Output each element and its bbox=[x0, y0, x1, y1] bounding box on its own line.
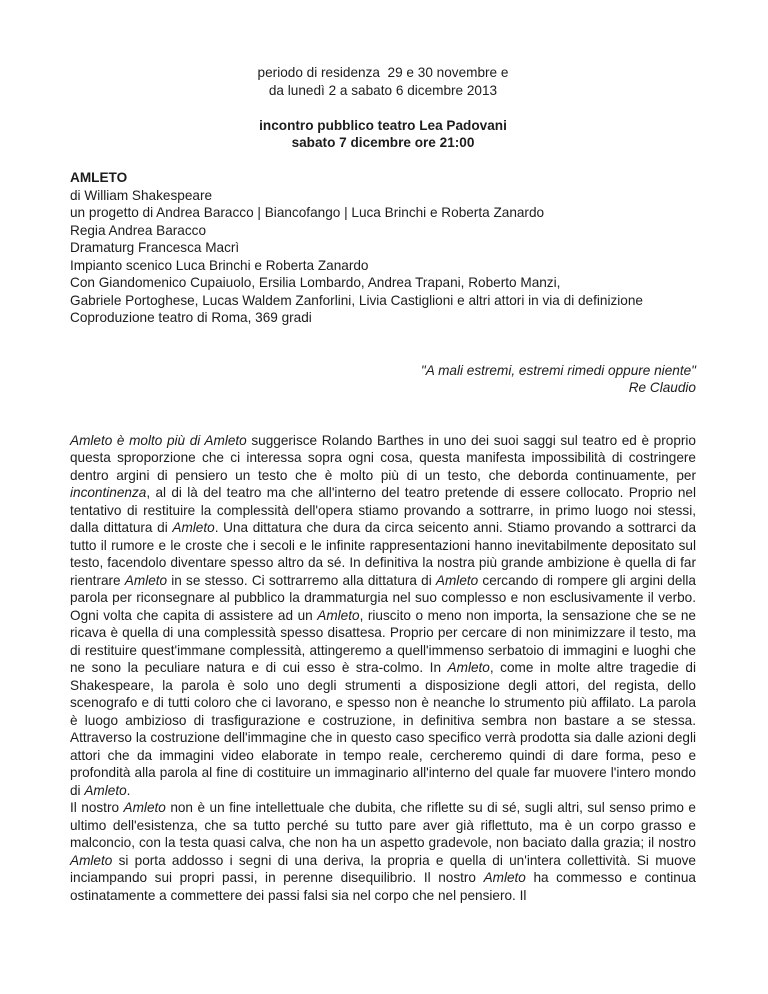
body-paragraph-1: Amleto è molto più di Amleto suggerisce Rolando Barthes in uno dei suoi saggi sul teatro ed è proprio questa sproporzione che ci interessa sopra ogni cosa, questa manifesta impossibilità di costringere dentro argini di pensiero un testo che è molto più di un testo, che deborda continuamente, per incontinenza, al di là del teatro ma che all'interno del teatro pretende di essere collocato. Proprio nel tentativo di restituire la complessità dell'opera stiamo provando a sottrarre, in primo luogo noi stessi, dalla dittatura di Amleto. Una dittatura che dura da circa seicento anni. Stiamo provando a sottrarci da tutto il rumore e le croste che i secoli e le infinite rappresentazioni hanno inevitabilmente depositato sul testo, facendolo diventare spesso altro da sé. In definitiva la nostra più grande ambizione è quella di far rientrare Amleto in se stesso. Ci sottrarremo alla dittatura di Amleto cercando di rompere gli argini della parola per riconsegnare al pubblico la drammaturgia nel suo complesso e non esclusivamente il verbo. Ogni volta che capita di assistere ad un Amleto, riuscito o meno non importa, la sensazione che se ne ricava è quella di una complessità spesso disattesa. Proprio per cercare di non minimizzare il testo, ma di restituire quest'immane complessità, attingeremo a quell'immenso serbatoio di immagini e luoghi che ne sono la peculiare natura e di cui esso è stra-colmo. In Amleto, come in molte altre tragedie di Shakespeare, la parola è solo uno degli strumenti a disposizione degli attori, del regista, dello scenografo e di tutti coloro che ci lavorano, e spesso non è neanche lo strumento più affilato. La parola è luogo ambizioso di trasfigurazione e costruzione, in definitiva sembra non bastare a se stessa. Attraverso la costruzione dell'immagine che in questo caso specifico verrà prodotta sia dalle azioni degli attori che da immagini video elaborate in tempo reale, cercheremo quindi di dare forma, peso e profondità alla parola al fine di costituire un immaginario all'interno del quale far muovere l'intero mondo di Amleto. bbox=[70, 432, 697, 798]
body-paragraph-2: Il nostro Amleto non è un fine intellettuale che dubita, che riflette su di sé, sugli altri, sul senso primo e ultimo dell'esistenza, che sa tutto perché su tutto pare aver già riflettuto, ma è un corpo grasso e malconcio, con la testa quasi calva, che non ha un aspetto gradevole, non baciato dalla grazia; il nostro Amleto si porta addosso i segni di una deriva, la propria e quella di un'intera collettività. Si muove inciampando sui propri passi, in perenne disequilibrio. Il nostro Amleto ha commesso e continua ostinatamente a commettere dei passi falsi sia nel corpo che nel pensiero. Il bbox=[70, 800, 696, 903]
event-line-1: incontro pubblico teatro Lea Padovani bbox=[259, 117, 507, 133]
header-residency bbox=[70, 64, 696, 99]
quote-attribution: Re Claudio bbox=[628, 380, 696, 395]
credits-title: AMLETO bbox=[70, 170, 128, 185]
credits-coproduction: Coproduzione teatro di Roma, 369 gradi bbox=[70, 310, 312, 325]
header-event bbox=[70, 117, 696, 152]
credits-stage-design: Impianto scenico Luca Brinchi e Roberta Zanardo bbox=[70, 257, 369, 273]
credits-cast-2: Gabriele Portoghese, Lucas Waldem Zanforlini, Livia Castiglioni e altri attori in via di definizione bbox=[70, 292, 643, 308]
residency-line-2: da lunedì 2 a sabato 6 dicembre 2013 bbox=[268, 82, 498, 98]
credits-direction: Regia Andrea Baracco bbox=[70, 222, 207, 238]
credits-dramaturg: Dramaturg Francesca Macrì bbox=[70, 240, 240, 255]
quote-text: "A mali estremi, estremi rimedi oppure niente" bbox=[420, 362, 696, 378]
credits-block bbox=[70, 169, 696, 327]
credits-cast-1: Con Giandomenico Cupaiuolo, Ersilia Lombardo, Andrea Trapani, Roberto Manzi, bbox=[70, 275, 561, 290]
event-line-2: sabato 7 dicembre ore 21:00 bbox=[291, 135, 475, 150]
quote-block bbox=[70, 362, 696, 397]
residency-line-1: periodo di residenza 29 e 30 novembre e bbox=[257, 65, 509, 80]
credits-author: di William Shakespeare bbox=[70, 187, 213, 203]
body-text bbox=[70, 432, 696, 905]
credits-project: un progetto di Andrea Baracco | Biancofango | Luca Brinchi e Roberta Zanardo bbox=[70, 205, 545, 220]
